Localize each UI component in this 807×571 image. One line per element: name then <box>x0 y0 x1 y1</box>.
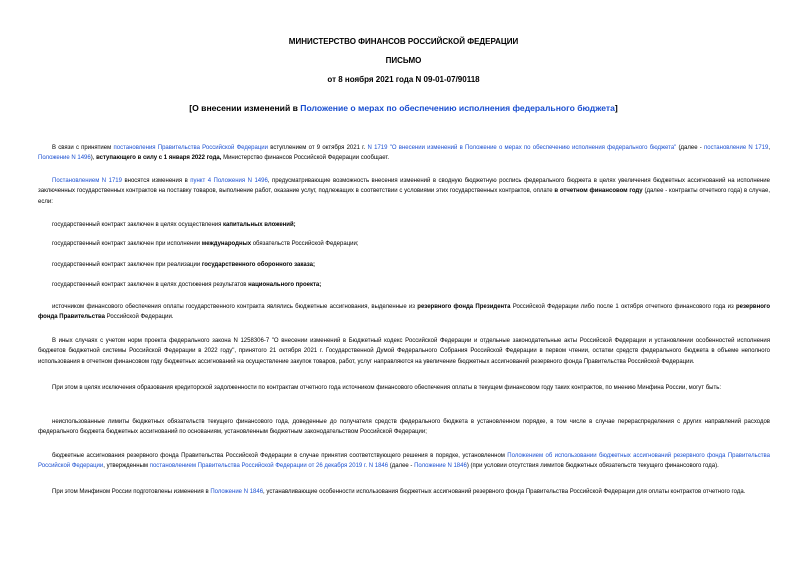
bold-text: государственного оборонного заказа; <box>201 262 316 268</box>
text: , утвержденным <box>103 463 150 470</box>
text: обязательств Российской Федерации; <box>251 241 359 247</box>
bold-text: международных <box>201 241 252 247</box>
bold-text: в отчетном финансовом году <box>554 188 643 195</box>
text: Российской Федерации. <box>104 314 174 321</box>
text: государственный контракт заключен при исполнении <box>52 241 202 247</box>
bold-text: национального проекта; <box>248 282 322 288</box>
text: (далее - <box>676 145 705 151</box>
subject-prefix: [О внесении изменений в <box>189 103 301 113</box>
text: (далее - <box>388 463 415 470</box>
text: (далее - контракты отчетного года) в случае, если: <box>38 188 770 205</box>
link-decree-1846[interactable]: постановлением Правительства Российской Федерации от 26 декабря 2019 г. N 1846 <box>149 463 389 470</box>
bold-text: капитальных вложений; <box>223 222 296 228</box>
bold-text: вступающего в силу с 1 января 2022 года, <box>96 155 222 162</box>
text: , устанавливающие особенности использования бюджетных ассигнований резервного фонда Правительства Российской Федерации для оплаты контрактов отчетного года. <box>263 489 746 495</box>
link-regulation-1846[interactable]: Положение N 1846 <box>210 489 264 495</box>
link-point-4[interactable]: пункт 4 Положения N 1496 <box>190 178 268 184</box>
text: Министерство финансов Российской Федерации сообщает. <box>221 155 390 162</box>
text: ), <box>90 155 97 162</box>
text: бюджетные ассигнования резервного фонда Правительства Российской Федерации в случае принятия соответствующего решения в порядке, установленном <box>52 453 508 459</box>
document-date-number: от 8 ноября 2021 года N 09-01-07/90118 <box>327 75 480 84</box>
text: В связи с принятием <box>52 145 114 151</box>
paragraph-other-cases: В иных случаях с учетом норм проекта федерального закона N 1258306-7 "О внесении изменений в Бюджетный кодекс Российской Федерации и отдельные законодательные акты Российской Федерации и установлении особенностей исполнения бюджетов бюджетной системы Российской Федерации в 2022 году", принятого 21 октября 2021 г. Государственной Думой Федерального Собрания Российской Федерации в первом чтении, остатки средств федерального бюджета в объеме неполного использования в отчетном финансовом году бюджетных ассигнований на осуществление закупок товаров, работ, услуг направляются на увеличение бюджетных ассигнований резервного фонда Правительства Российской Федерации. <box>38 338 770 365</box>
link-decree-1719-short[interactable]: постановление N 1719 <box>704 145 769 151</box>
document-type: ПИСЬМО <box>385 56 422 65</box>
paragraph-sources: При этом в целях исключения образования кредиторской задолженности по контрактам отчетного года источником финансового обеспечения оплаты в текущем финансовом году таких контрактов, по мнению Минфина России, могут быть: <box>52 385 722 391</box>
paragraph-changes <box>38 176 770 207</box>
list-item <box>38 220 770 230</box>
link-decree-1719[interactable]: N 1719 "О внесении изменений в Положение о мерах по обеспечению исполнения федерального бюджета" <box>367 145 677 151</box>
subject-link[interactable]: Положение о мерах по обеспечению исполнения федерального бюджета <box>300 103 615 113</box>
link-regulation-1496[interactable]: Положение N 1496 <box>38 155 91 162</box>
text: государственный контракт заключен в целях осуществления <box>52 222 224 228</box>
text: , <box>768 145 770 151</box>
text: источником финансового обеспечения оплаты государственного контракта являлись бюджетные ассигнования, выделенные из <box>52 304 418 310</box>
list-item <box>38 260 770 270</box>
link-regulation-reserve-fund[interactable]: Положением об использовании бюджетных ассигнований резервного фонда Правительства Российской Федерации <box>38 453 770 470</box>
text: При этом Минфином России подготовлены изменения в <box>52 489 211 495</box>
text: , предусматривающие возможность внесения изменений в сводную бюджетную роспись федерального бюджета в целях увеличения бюджетных ассигнований на исполнение заключенных государственных контрактов на поставку товаров, выполнение работ, оказание услуг, подлежащих в соответствии с условиями этих государственных контрактов, оплате <box>38 178 770 195</box>
paragraph-unused-limits: неиспользованные лимиты бюджетных обязательств текущего финансового года, доведенные до получателя средств федерального бюджета в установленном порядке, в том числе в случае перераспределения с других направлений расходов федерального бюджета бюджетных ассигнований по основаниям, установленным бюджетным законодательством Российской Федерации; <box>38 419 770 436</box>
list-item <box>38 280 770 290</box>
bold-text: резервного фонда Президента <box>417 304 511 310</box>
text: вступлением от 9 октября 2021 г. <box>268 145 368 151</box>
subject-suffix: ] <box>614 103 618 113</box>
link-government-decree[interactable]: постановления Правительства Российской Федерации <box>113 145 268 151</box>
text: вносятся изменения в <box>121 178 191 184</box>
paragraph-reserve-allocations <box>38 451 770 472</box>
bold-text: резервного фонда Правительства <box>38 304 770 321</box>
text: государственный контракт заключен в целях достижения результатов <box>52 282 249 288</box>
text: ) (при условии отсутствия лимитов бюджетных обязательств текущего финансового года). <box>466 463 719 470</box>
link-regulation-1846[interactable]: Положение N 1846 <box>414 463 467 470</box>
paragraph-conclusion <box>38 487 770 497</box>
ministry-title: МИНИСТЕРСТВО ФИНАНСОВ РОССИЙСКОЙ ФЕДЕРАЦИИ <box>288 37 519 46</box>
document-subject <box>0 103 807 113</box>
text: государственный контракт заключен при реализации <box>52 262 202 268</box>
list-item <box>38 239 770 249</box>
link-decree-1719[interactable]: Постановлением N 1719 <box>52 178 122 184</box>
paragraph-reserve-fund <box>38 302 770 323</box>
paragraph-intro <box>38 143 770 164</box>
text: Российской Федерации либо после 1 октября отчетного финансового года из <box>510 304 737 310</box>
